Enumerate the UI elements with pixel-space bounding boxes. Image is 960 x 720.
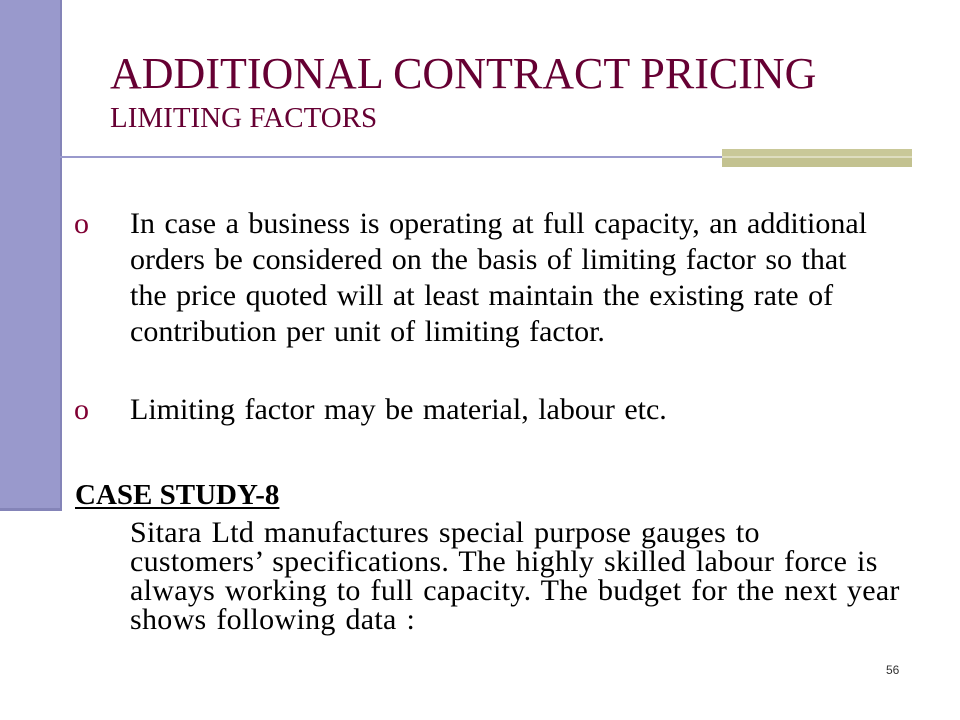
case-study-line: always working to full capacity. The budget for the next year — [130, 574, 900, 607]
title-divider-line — [40, 156, 722, 158]
case-study-line: customers’ specifications. The highly skilled labour force is — [130, 545, 878, 578]
bullet-marker: o — [74, 207, 89, 240]
slide-subtitle: LIMITING FACTORS — [110, 102, 378, 134]
bullet-marker: o — [74, 393, 89, 426]
bullet-line: In case a business is operating at full capacity, an additional — [130, 207, 867, 240]
case-study-heading: CASE STUDY-8 — [75, 479, 280, 511]
bullet-line: orders be considered on the basis of limiting factor so that — [130, 243, 847, 276]
slide-title: ADDITIONAL CONTRACT PRICING — [110, 49, 817, 98]
case-study-line: shows following data : — [130, 603, 416, 636]
title-accent-block — [722, 149, 912, 167]
bullet-line: the price quoted will at least maintain the existing rate of — [130, 279, 834, 312]
page-number: 56 — [886, 663, 900, 677]
side-accent-bar — [0, 0, 62, 511]
case-study-line: Sitara Ltd manufactures special purpose gauges to — [130, 516, 760, 549]
bullet-line: Limiting factor may be material, labour etc. — [130, 393, 667, 426]
bullet-line: contribution per unit of limiting factor. — [130, 315, 605, 348]
